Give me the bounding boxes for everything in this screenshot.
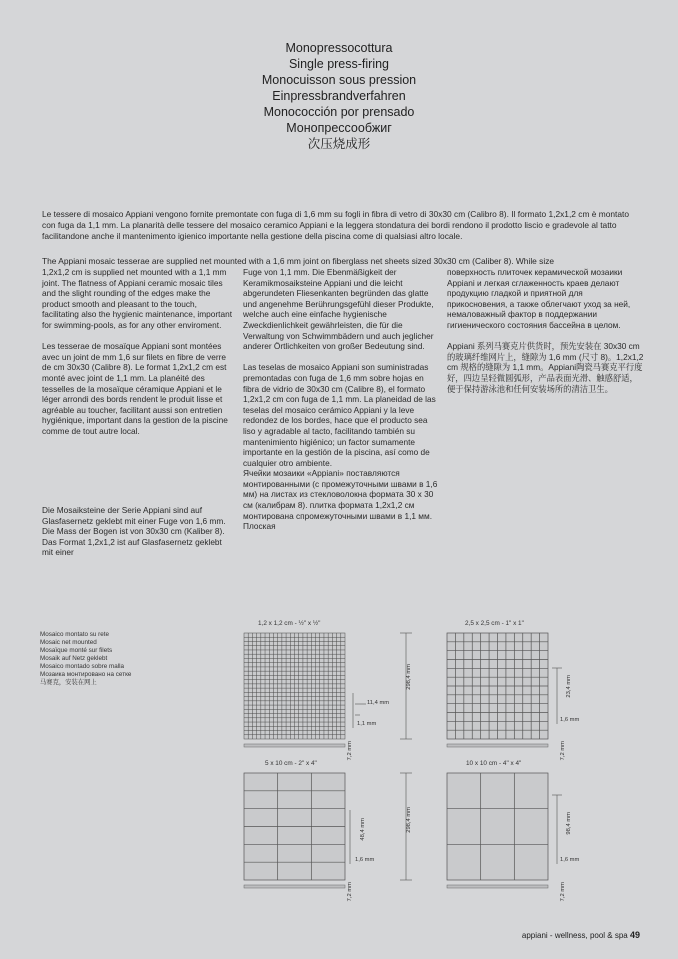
legend-line: Mosaico montato su rete — [40, 631, 109, 638]
diagram-2-label: 2,5 x 2,5 cm - 1" x 1" — [465, 620, 524, 627]
legend-line: Mosaik auf Netz geklebt — [40, 655, 108, 662]
dim-d1-height: 298,4 mm — [406, 664, 412, 690]
legend-line: Мозаика монтировано на сетке — [40, 671, 132, 678]
dim-d2-thickness: 7,2 mm — [560, 741, 566, 761]
legend-line: Mosaico montado sobre malla — [40, 663, 124, 670]
legend-line: 马赛克，安装在网上 — [40, 679, 97, 686]
dim-d3-joint: 1,6 mm — [355, 857, 375, 863]
legend-line: Mosaic net mounted — [40, 639, 97, 646]
mosaic-sheet — [447, 773, 548, 880]
intro-english: The Appiani mosaic tesserae are supplied net mounted with a 1,6 mm joint on fiberglass net sheets sized 30x30 cm (Caliber 8). While size — [42, 256, 555, 266]
page-number: 49 — [629, 930, 640, 940]
title-line: Monocuisson sous pression — [261, 73, 417, 87]
dim-d3-tile: 48,4 mm — [360, 818, 366, 841]
paragraph-russian-end: поверхность плиточек керамической мозаики Appiani и легкая сглаженность краев делают продукцию гладкой и приятной для прикосновения, а также облегчают уход за ней, немаловажный фактор в поддержании гигиенического состояния бассейна в целом. — [447, 267, 631, 330]
paragraph-english: 1,2x1,2 cm is supplied net mounted with a 1,1 mm joint. The flatness of Appiani ceramic mosaic tiles and the slight rounding of the edges make the product smooth and pleasant to the touch, facilitating also the hygienic maintenance, important for swimming-pools, as for any other enviroment. — [42, 267, 233, 330]
intro-italian: Le tessere di mosaico Appiani vengono fornite premontate con fuga di 1,6 mm su fogli in fibra di vetro di 30x30 cm (Calibro 8). Il formato 1,2x1,2 cm è montato con fuga da 1,1 mm. La planarità delle tessere del mosaico ceramico Appiani e la leggera stondatura dei bordi rendono il prodotto liscio e gradevole al tatto facilitandone anche il mantenimento igienico importante nella gestione della piscina come di qualsiasi altro locale. — [42, 209, 630, 241]
title-line: Einpressbrandverfahren — [272, 89, 406, 103]
paragraph-french: Les tesserae de mosaïque Appiani sont montées avec un joint de mm 1,6 sur filets en fibre de verre de cm 30x30 (Calibre 8). Le format 1,2x1,2 cm est monté avec joint de 1,1 mm. La planéité des tesselles de la mosaïque céramique Appiani et le léger arrondi des bords rendent le produit lisse et agréable au toucher, facilitant aussi son entretien hygiénique, important dans la gestion de la piscine comme de tout autre local. — [42, 341, 228, 436]
title-line: Монопрессообжиг — [286, 121, 392, 135]
mosaic-grid-10x10 — [447, 773, 548, 880]
dim-d1-thickness: 7,2 mm — [347, 741, 353, 761]
paragraph-spanish: Las teselas de mosaico Appiani son suministradas premontadas con fuga de 1,6 mm sobre hojas en fibra de vidrio de 30x30 cm (Calibre 8), el formato 1,2x1,2 cm con fuga de 1,1 mm. La planeidad de las teselas del mosaico cerámico Appiani y la leve redondez de los bordes, hace que el producto sea liso y agradable al tacto, facilitando también su mantenimiento higiénico; un factor sumamente importante en la gestión de la piscina, así como de cualquier otro ambiente. — [243, 362, 436, 468]
mosaic-grid-25mm — [447, 633, 548, 739]
mosaic-grid-5x10 — [244, 773, 345, 880]
dim-d4-tile: 98,4 mm — [566, 812, 572, 835]
diagram-4-label: 10 x 10 cm - 4" x 4" — [466, 760, 522, 767]
title-line: Monopressocottura — [285, 41, 393, 55]
diagram-1-label: 1,2 x 1,2 cm - ½" x ½" — [258, 620, 321, 627]
paragraph-german-start: Die Mosaiksteine der Serie Appiani sind auf Glasfasernetz geklebt mit einer Fuge von 1,6 mm. Die Mass der Bogen ist von 30x30 cm (Kaliber 8). Das Format 1,2x1,2 ist auf Glasfasernetz geklebt mit einer — [42, 505, 226, 558]
page-footer — [430, 930, 640, 940]
dim-d4-thickness: 7,2 mm — [560, 882, 566, 902]
dim-d2-joint: 1,6 mm — [560, 717, 580, 723]
footer-text: appiani - wellness, pool & spa — [521, 931, 628, 940]
dim-d1-joint: 1,1 mm — [357, 721, 377, 727]
dim-d3-height: 298,4 mm — [406, 807, 412, 833]
diagram-3-label: 5 x 10 cm - 2" x 4" — [265, 760, 317, 767]
dim-d1-tile: 11,4 mm — [367, 700, 390, 706]
dim-d2-tile: 23,4 mm — [566, 675, 572, 698]
title-line: 次压烧成形 — [307, 137, 371, 151]
paragraph-chinese: Appiani 系列马赛克片供货时，预先安装在 30x30 cm 的玻璃纤维网片上，缝隙为 1,6 mm (尺寸 8)。1,2x1,2 cm 规格的缝隙为 1,1 mm。Appiani陶瓷马赛克平行度好，四边呈轻微圆弧形，产品表面光滑、触感舒适，便于保持游泳池和任何安装场所的清洁卫生。 — [447, 341, 644, 394]
title-line: Single press-firing — [288, 57, 390, 71]
mosaic-grid-12mm — [244, 633, 345, 739]
paragraph-russian-start: Ячейки мозаики «Appiani» поставляются монтированными (с промежуточными швами в 1,6 мм) на листах из стекловолокна формата 30 x 30 см (калибрам 8). плитка формата 1,2x1,2 см монтирована спромежуточными швами в 1,1 мм. Плоская — [243, 468, 438, 532]
paragraph-german-end: Fuge von 1,1 mm. Die Ebenmäßigkeit der Keramikmosaiksteine Appiani und die leicht abgerundeten Fliesenkanten begründen das glatte und angenehme Berührungsgefühl dieser Produkte, welche auch eine einfache hygienische Zweckdienlichkeit gewährleisten, die für die Verwaltung von Schwimmbädern und auch jeglicher anderer Örtlichkeiten von großer Bedeutung sind. — [243, 267, 434, 352]
title-line: Monococción por prensado — [263, 105, 415, 119]
dim-d4-joint: 1,6 mm — [560, 857, 580, 863]
dim-d3-thickness: 7,2 mm — [347, 882, 353, 902]
legend-line: Mosaïque monté sur filets — [40, 647, 113, 654]
